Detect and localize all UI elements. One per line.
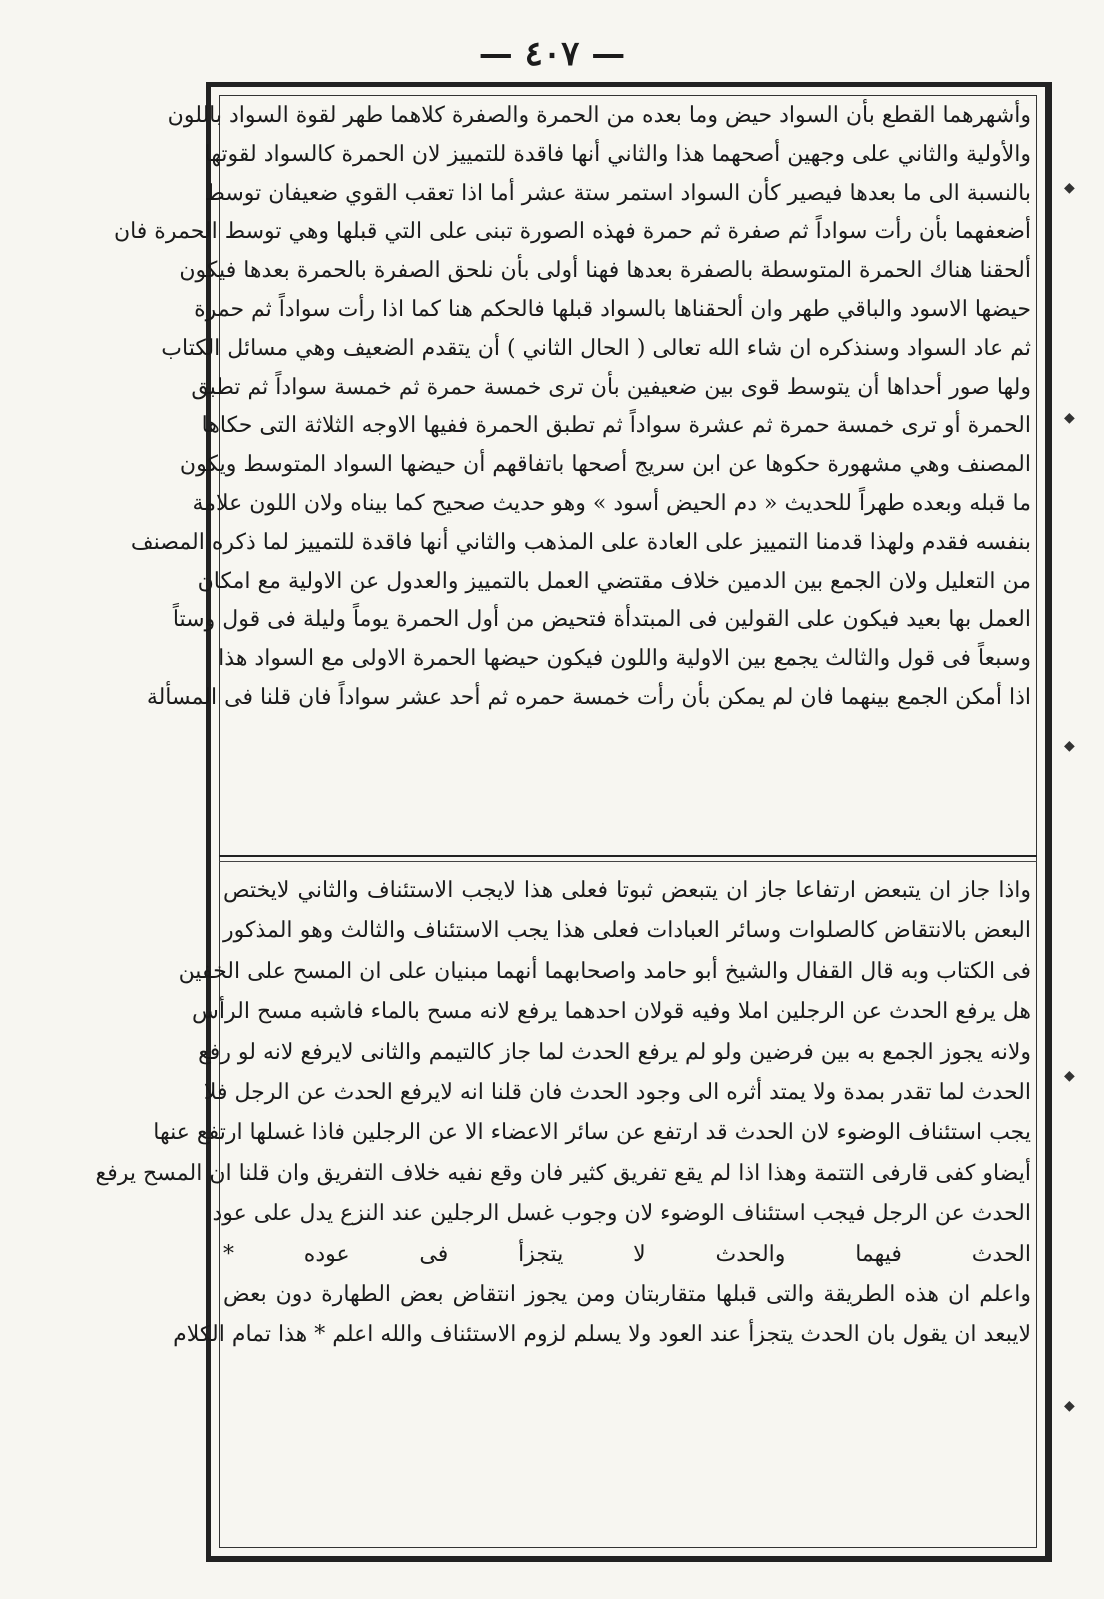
main-text-line: بالنسبة الى ما بعدها فيصير كأن السواد استمر ستة عشر أما اذا تعقب القوي ضعيفان توسط	[204, 180, 1031, 206]
footnote-text-line: فى الكتاب وبه قال القفال والشيخ أبو حامد واصحابهما أنهما مبنيان على ان المسح على الخفين	[178, 958, 1031, 984]
margin-dot-mark: ◆	[1064, 1068, 1075, 1084]
footnote-text-line: يجب استئناف الوضوء لان الحدث قد ارتفع عن سائر الاعضاء الا عن الرجلين فاذا غسلها ارتفع عنها	[153, 1120, 1031, 1146]
main-text-line: حيضها الاسود والباقي طهر وان ألحقناها بالسواد قبلها فالحكم هنا كما اذا رأت سواداً ثم حمرة	[194, 296, 1031, 322]
margin-dot-mark: ◆	[1064, 1398, 1075, 1414]
main-text-line: المصنف وهي مشهورة حكوها عن ابن سريج أصحها باتفاقهم أن حيضها السواد المتوسط ويكون	[179, 452, 1031, 478]
footnote-text-line: ولانه يجوز الجمع به بين فرضين ولو لم يرفع الحدث لما جاز كالتيمم والثانى لايرفع لانه لو رفع	[198, 1039, 1031, 1065]
main-text-line: ولها صور أحداها أن يتوسط قوى بين ضعيفين بأن ترى خمسة حمرة ثم خمسة سواداً ثم تطبق	[191, 374, 1031, 400]
main-text-line: العمل بها بعيد فيكون على القولين فى المبتدأة فتحيض من أول الحمرة يوماً وليلة فى قول وستاً	[172, 607, 1031, 633]
main-text-line: ألحقنا هناك الحمرة المتوسطة بالصفرة بعدها فهنا أولى بأن نلحق الصفرة بالحمرة بعدها فيكون	[179, 258, 1031, 284]
page-frame	[95, 82, 1052, 1562]
main-text-line: والأولية والثاني على وجهين أصحهما هذا والثاني أنها فاقدة للتمييز لان الحمرة كالسواد لقوتها	[204, 141, 1031, 167]
main-text-line: ثم عاد السواد وسنذكره ان شاء الله تعالى ( الحال الثاني ) أن يتقدم الضعيف وهي مسائل الكتاب	[161, 335, 1031, 361]
footnote-text-line: الحدث لما تقدر بمدة ولا يمتد أثره الى وجود الحدث فان قلنا انه لايرفع الحدث عن الرجل فلا	[203, 1079, 1031, 1105]
main-text-line: اذا أمكن الجمع بينهما فان لم يمكن بأن رأت خمسة حمره ثم أحد عشر سواداً فان قلنا فى المسألة	[146, 684, 1031, 710]
main-text-line: ما قبله وبعده طهراً للحديث « دم الحيض أسود » وهو حديث صحيح كما بيناه ولان اللون علامة	[192, 490, 1031, 516]
main-text-line: وأشهرهما القطع بأن السواد حيض وما بعده من الحمرة والصفرة كلاهما طهر لقوة السواد باللون	[167, 103, 1031, 128]
footnote-text-block	[95, 871, 1031, 1531]
footnote-text-line: واعلم ان هذه الطريقة والتى قبلها متقاربتان ومن يجوز انتقاض بعض الطهارة دون بعض	[223, 1281, 1031, 1307]
footnote-text-line: لايبعد ان يقول بان الحدث يتجزأ عند العود ولا يسلم لزوم الاستئناف والله اعلم * هذا تمام الكلام	[173, 1322, 1031, 1348]
footnote-text-line: الحدث فيهما والحدث لا يتجزأ فى عوده *	[223, 1241, 1031, 1267]
main-text-line: أضعفهما بأن رأت سواداً ثم صفرة ثم حمرة فهذه الصورة تبنى على التي قبلها وهي توسط الحمرة فان	[113, 219, 1031, 245]
footnote-text-line: الحدث عن الرجل فيجب استئناف الوضوء لان وجوب غسل الرجلين عند النزع يدل على عود	[212, 1201, 1031, 1227]
main-text-line: من التعليل ولان الجمع بين الدمين خلاف مقتضي العمل بالتمييز والعدول عن الاولية مع امكان	[197, 568, 1031, 594]
margin-dot-mark: ◆	[1064, 410, 1075, 426]
main-text-line: بنفسه فقدم ولهذا قدمنا التمييز على العادة على المذهب والثاني أنها فاقدة للتمييز لما ذكره المصنف	[130, 529, 1031, 555]
main-text-block	[113, 97, 1031, 841]
main-text-line: الحمرة أو ترى خمسة حمرة ثم عشرة سواداً ثم تطبق الحمرة ففيها الاوجه الثلاثة التى حكاها	[201, 413, 1031, 439]
footnote-text-line: واذا جاز ان يتبعض ارتفاعا جاز ان يتبعض ثبوتا فعلى هذا لايجب الاستئناف والثاني لايختص	[223, 878, 1031, 903]
footnote-text-line: هل يرفع الحدث عن الرجلين املا وفيه قولان احدهما يرفع لانه مسح بالماء فاشبه مسح الرأس	[192, 999, 1031, 1025]
section-divider-thin	[219, 861, 1037, 862]
margin-dot-mark: ◆	[1064, 180, 1075, 196]
main-text-line: وسبعاً فى قول والثالث يجمع بين الاولية واللون فيكون حيضها الحمرة الاولى مع السواد هذا	[218, 646, 1031, 672]
footnote-text-line: البعض بالانتقاض كالصلوات وسائر العبادات فعلى هذا يجب الاستئناف والثالث وهو المذكور	[223, 918, 1031, 944]
page-number: — ٤٠٧ —	[478, 34, 626, 74]
margin-dot-mark: ◆	[1064, 738, 1075, 754]
section-divider	[219, 855, 1037, 857]
footnote-text-line: أيضاو كفى قارفى التتمة وهذا اذا لم يقع تفريق كثير فان وقع نفيه خلاف التفريق وان قلنا ان المسح يرفع	[95, 1160, 1031, 1186]
